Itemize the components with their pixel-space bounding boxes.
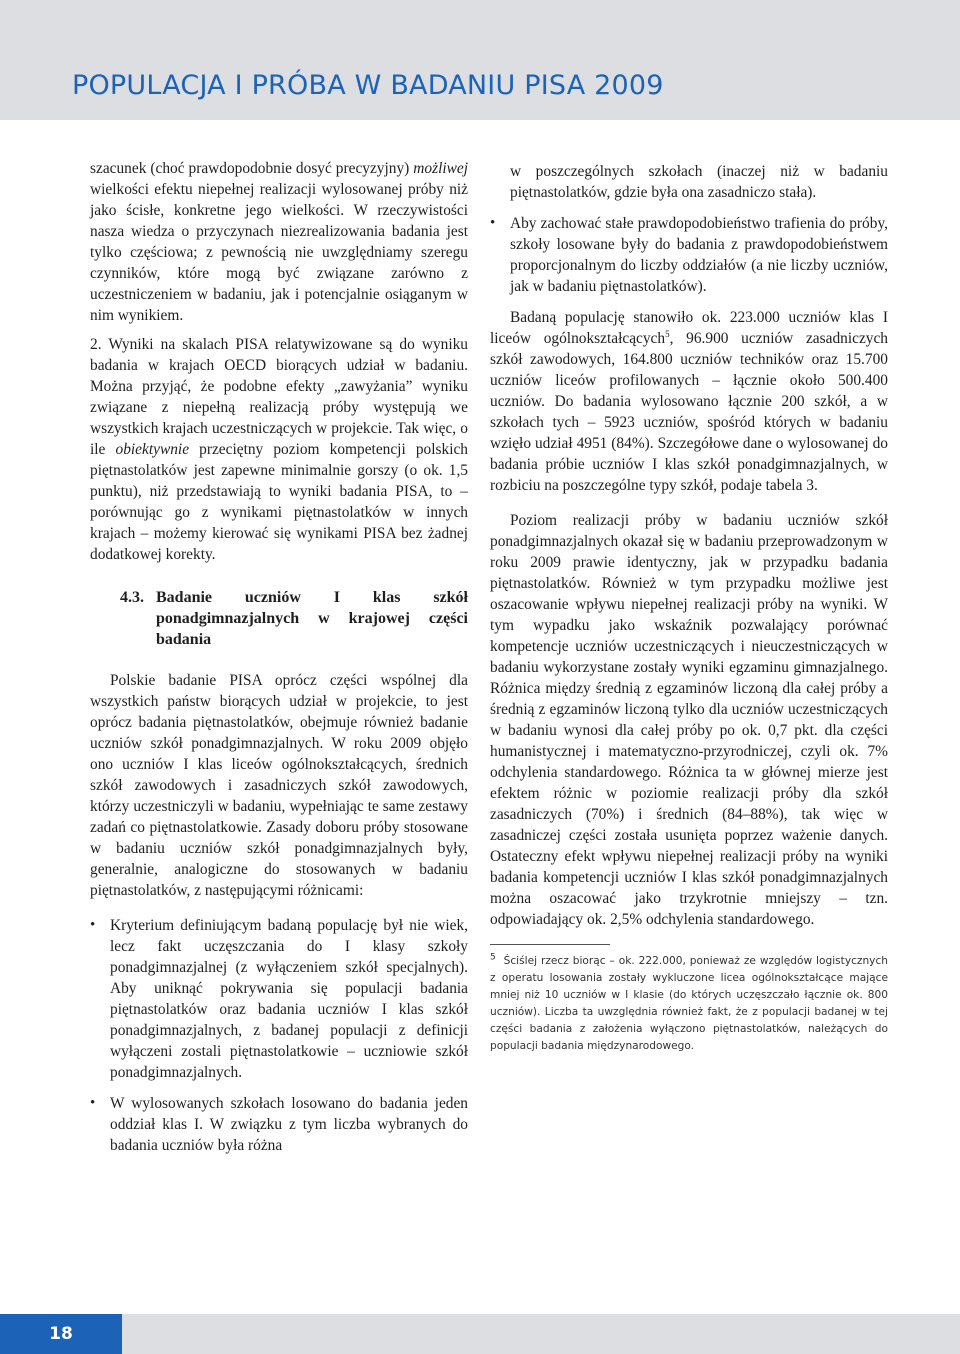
page-title: POPULACJA I PRÓBA W BADANIU PISA 2009 (72, 70, 664, 101)
footnote-divider (490, 944, 610, 945)
footnote: $^5$ Ściślej rzecz biorąc – ok. 222.000, ponieważ ze względów logistycznych z operatu losowania zostały wykluczone licea ogólnokształcące mające mniej niż 10 uczniów w I klasie (do których uczęszczało łącznie ok. 800 uczniów). Liczba ta uwzględnia również fakt, że z populacji badanej w tej części badania z założenia wyłączono piętnastolatków, należących do populacji badania międzynarodowego. (490, 952, 888, 1052)
list-item: • Kryterium definiującym badaną populację był nie wiek, lecz fakt uczęszczania do I klasy szkoły ponadgimnazjalnej (z wyłączeniem szkół specjalnych). Aby uniknąć pokrywania się populacji badania piętnastolatków oraz badania uczniów I klas szkół ponadgimnazjalnych, z badanej populacji z definicji wyłączeni zostali piętnastolatkowie – uczniowie szkół ponadgimnazjalnych. (90, 917, 468, 1081)
emphasis: możliwej (413, 160, 468, 177)
page-footer (0, 1314, 960, 1354)
list-item: • Aby zachować stałe prawdopodobieństwo trafienia do próby, szkoły losowane były do badania z prawdopodobieństwem proporcjonalnym do liczby oddziałów (a nie liczby uczniów, jak w badaniu piętnastolatków). (490, 215, 888, 295)
bullet-list (490, 213, 888, 297)
continued-bullet-text: w poszczególnych szkołach (inaczej niż w badaniu piętnastolatków, gdzie była ona zasadniczo stała). (510, 163, 888, 201)
page-number: 18 (0, 1314, 122, 1354)
body-paragraph: Badaną populację stanowiło ok. 223.000 uczniów klas I liceów ogólnokształcących$^5$, 96.900 uczniów zasadniczych szkół zawodowych, 164.800 uczniów techników oraz 15.700 uczniów liceów profilowanych – łącznie około 500.400 uczniów. Do badania wylosowano łącznie 200 szkół, a w szkołach tych – 5923 uczniów, spośród których w badaniu wzięło udział 4951 (84%). Szczegółowe dane o wylosowanej do badania próbie uczniów I klas szkół ponadgimnazjalnych, w rozbiciu na poszczególne typy szkół, podaje tabela 3. (490, 309, 889, 494)
list-item: • W wylosowanych szkołach losowano do badania jeden oddział klas I. W związku z tym liczba wybranych do badania uczniów była różna (90, 1095, 468, 1154)
right-column (490, 161, 888, 1055)
emphasis: obiektywnie (115, 441, 190, 458)
footnote-ref[interactable]: 5 (665, 328, 670, 339)
numbered-item-2: 2. Wyniki na skalach PISA relatywizowane są do wyniku badania w krajach OECD biorących udział w badaniu. Można przyjąć, że podobne efekty „zawyżania” wyniku związane z niepełną realizacją próby występują we wszystkich krajach uczestniczących w projekcie. Tak więc, o ile obiektywnie przeciętny poziom kompetencji polskich piętnastolatków jest zapewne minimalnie gorszy (o ok. 1,5 punktu), niż przedstawiają to wyniki badania PISA, to – porównując go z wynikami piętnastolatków w innych krajach – możemy kierować się wynikami PISA bez żadnej dodatkowej korekty. (90, 336, 469, 563)
intro-paragraph: szacunek (choć prawdopodobnie dosyć precyzyjny) możliwej wielkości efektu niepełnej realizacji wylosowanej próby niż jako ścisłe, konkretne jego wielkości. W rzeczywistości nasza wiedza o przyczynach niezrealizowania badania jest tylko częściowa; z pewnością nie uwzględniamy szeregu czynników, które mogą być związane zarówno z uczestniczeniem w badaniu, jak i potencjalnie osiąganym w nim wynikiem. (90, 160, 468, 324)
body-paragraph: Poziom realizacji próby w badaniu uczniów szkół ponadgimnazjalnych okazał się w badaniu przeprowadzonym w roku 2009 prawie identyczny, jak w przypadku badania piętnastolatków. Również w tym przypadku możliwe jest oszacowanie wpływu niepełnej realizacji próby na wyniki. W tym wypadku jako wskaźnik pozwalający porównać kompetencje uczniów uczestniczących i nieuczestniczących w badaniu wykorzystane zostały wyniki egzaminu gimnazjalnego. Różnica między średnią z egzaminów liczoną dla całej próby a średnią z egzaminów liczoną tylko dla uczniów uczestniczących w badaniu wynosi dla całej próby po ok. 0,7 pkt. dla części humanistycznej i matematyczno-przyrodniczej, czyli ok. 7% odchylenia standardowego. Różnica ta w głównej mierze jest efektem różnic w poziomie realizacji próby dla szkół zasadniczych (70%) i średnich (84–88%), tak więc w zasadniczej części została usunięta poprzez ważenie danych. Ostateczny efekt wpływu niepełnej realizacji próby na wyniki badania kompetencji uczniów I klas szkół ponadgimnazjalnych można oszacować jako trzykrotnie mniejszy – tzn. odpowiadający ok. 2,5% odchylenia standardowego. (490, 512, 888, 928)
section-number: 4.3. (120, 589, 144, 606)
bullet-icon: • (90, 917, 96, 933)
page-header (0, 0, 960, 120)
footnote-number: 5 (490, 952, 496, 963)
section-heading (120, 587, 468, 650)
section-title: Badanie uczniów I klas szkół ponadgimnazjalnych w krajowej części badania (156, 589, 468, 648)
body-paragraph: Polskie badanie PISA oprócz części wspólnej dla wszystkich państw biorących udział w projekcie, to jest oprócz badania piętnastolatków, obejmuje również badanie uczniów szkół ponadgimnazjalnych. W roku 2009 objęło ono uczniów I klas liceów ogólnokształcących, średnich szkół zawodowych i zasadniczych szkół zawodowych, którzy uczestniczyli w badaniu, wypełniając te same zestawy zadań co piętnastolatkowie. Zasady doboru próby stosowane w badaniu uczniów szkół ponadgimnazjalnych były, generalnie, analogiczne do stosowanych w badaniu piętnastolatków, z następującymi różnicami: (90, 672, 468, 899)
bullet-list (90, 915, 468, 1156)
bullet-icon: • (490, 215, 496, 231)
left-column (90, 158, 468, 1166)
bullet-icon: • (90, 1095, 96, 1111)
